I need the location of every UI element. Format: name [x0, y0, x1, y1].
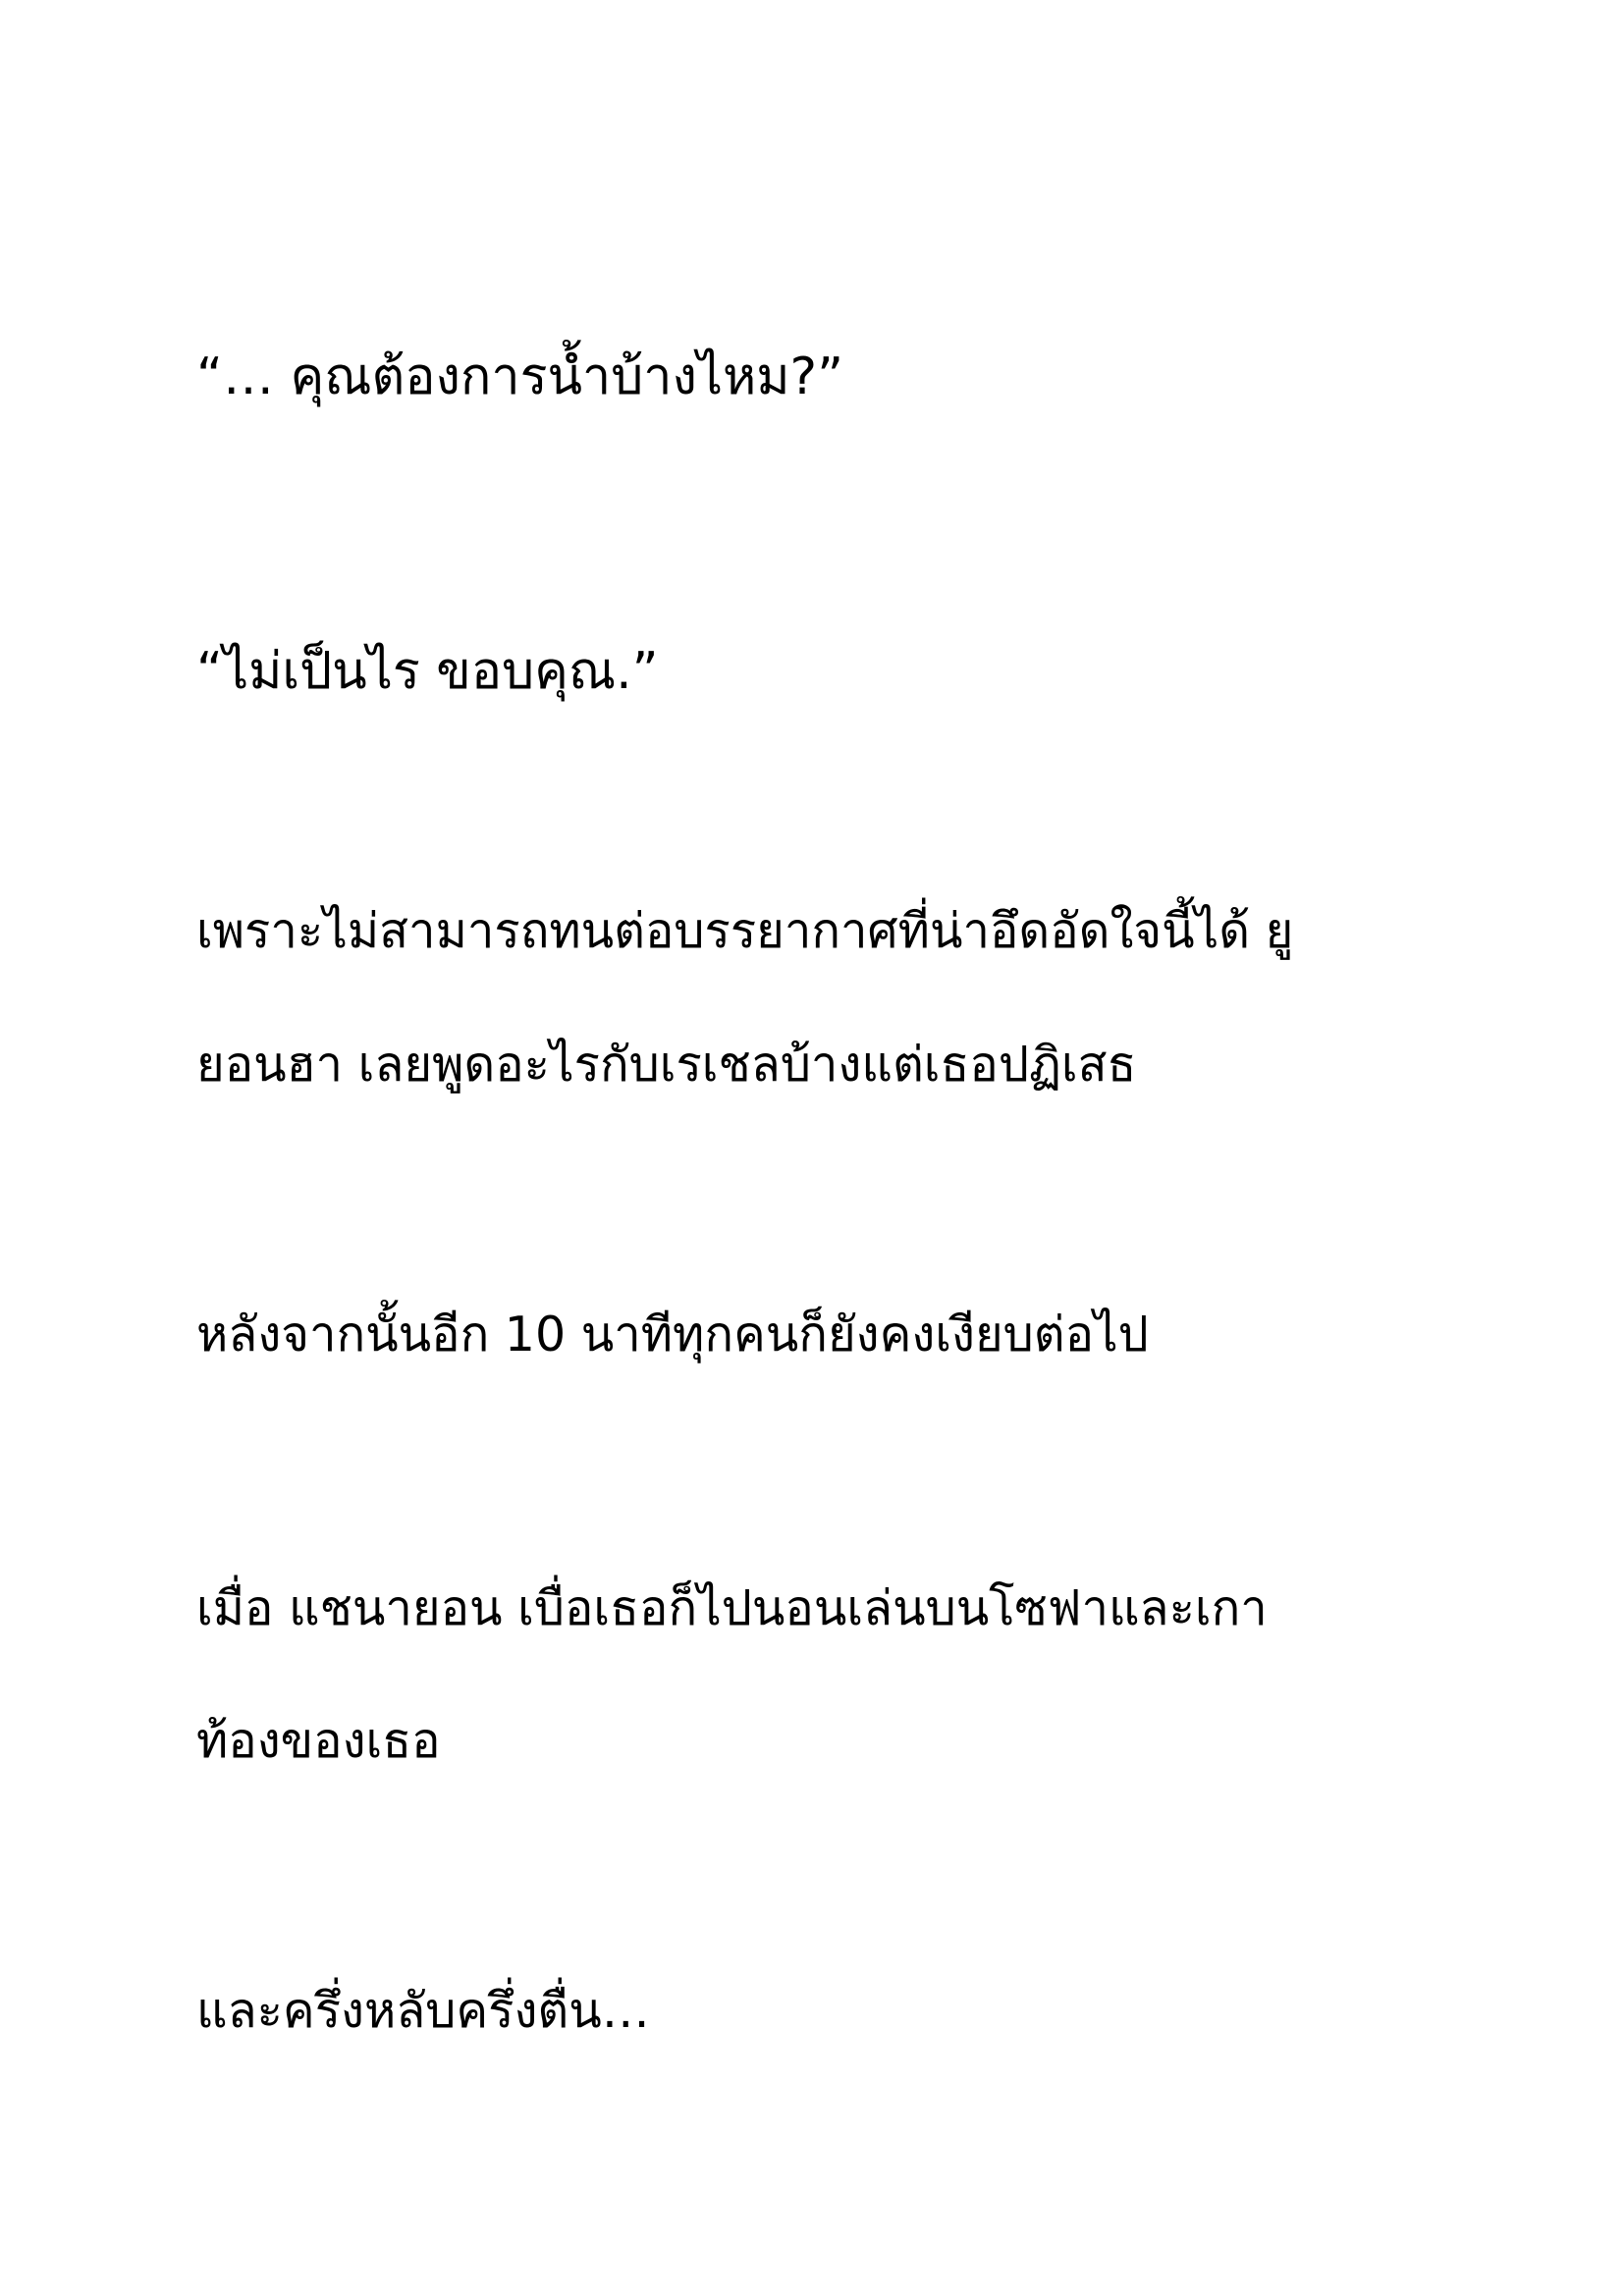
- dialogue-line-refusal: “ไม่เป็นไร ขอบคุณ.”: [196, 642, 659, 701]
- dialogue-line-offer-water: “… คุณต้องการน้ำบ้างไหม?”: [196, 347, 844, 406]
- narration-line: หลังจากนั้นอีก 10 นาทีทุกคนก็ยังคงเงียบต่อไป: [196, 1307, 1149, 1362]
- narration-line: ท้องของเธอ: [196, 1713, 441, 1769]
- narration-line: ยอนฮา เลยพูดอะไรกับเรเชลบ้างแต่เธอปฏิเสธ: [196, 1037, 1137, 1093]
- narration-line: และครึ่งหลับครึ่งตื่น…: [196, 1983, 650, 2039]
- narration-line: เมื่อ แชนายอน เบื่อเธอก็ไปนอนเล่นบนโซฟาและเกา: [196, 1580, 1268, 1636]
- narration-line: เพราะไม่สามารถทนต่อบรรยากาศที่น่าอึดอัดใจนี้ได้ ยู: [196, 903, 1294, 959]
